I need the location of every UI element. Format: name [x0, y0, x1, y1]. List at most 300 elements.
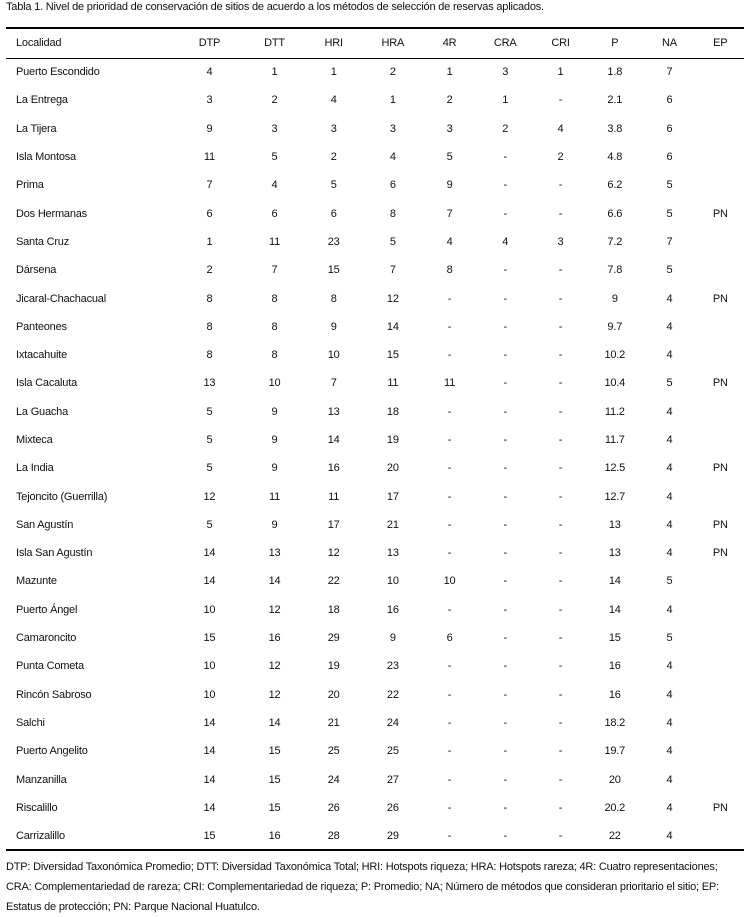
cell-hra: 27	[386, 773, 399, 786]
cell-hri: 22	[327, 575, 340, 588]
cell-hri: 2	[330, 151, 337, 164]
column-header-ep: EP	[713, 37, 728, 50]
cell-dtt: 9	[271, 434, 278, 446]
cell-cri: -	[558, 490, 563, 503]
cell-4r: 11	[444, 377, 456, 390]
cell-4r: 1	[446, 66, 453, 79]
cell-dtp: 7	[206, 179, 213, 192]
cell-ep	[697, 737, 744, 765]
cell-hri: 8	[330, 292, 337, 305]
cell-cra: -	[503, 547, 507, 560]
cell-ep: PN	[712, 207, 728, 220]
cell-dtp: 14	[203, 575, 216, 588]
cell-dtp: 11	[203, 151, 215, 164]
table-row	[6, 115, 744, 143]
cell-cri: -	[558, 264, 563, 277]
cell-dtp: 3	[206, 94, 213, 107]
cell-hri: 12	[327, 547, 340, 560]
cell-hra: 26	[386, 801, 399, 814]
cell-cri: -	[558, 518, 563, 531]
table-row	[6, 765, 744, 793]
cell-cri: 4	[557, 122, 564, 135]
cell-ep	[697, 567, 744, 595]
cell-dtt: 11	[268, 235, 281, 248]
cell-p: 22	[608, 829, 621, 842]
cell-dtt: 5	[271, 151, 278, 164]
cell-4r: -	[447, 603, 452, 616]
cell-4r: 3	[446, 122, 453, 135]
cell-na: 4	[666, 716, 673, 729]
cell-dtp: 5	[206, 518, 213, 531]
cell-na: 6	[666, 122, 673, 135]
cell-dtp: 14	[203, 801, 216, 814]
cell-dtp: 13	[203, 377, 216, 390]
cell-cri: -	[558, 660, 563, 673]
cell-dtt: 11	[268, 490, 281, 503]
cell-ep: PN	[712, 801, 728, 814]
cell-localidad: La Entrega	[16, 94, 68, 107]
column-header-dtp: DTP	[198, 37, 221, 50]
cell-cri: -	[558, 745, 563, 758]
cell-na: 4	[666, 490, 673, 503]
cell-hra: 17	[386, 490, 399, 503]
cell-p: 14	[608, 603, 621, 616]
cell-localidad: Rincón Sabroso	[16, 688, 92, 701]
cell-hri: 16	[327, 462, 340, 475]
cell-cra: -	[503, 320, 507, 333]
cell-hra: 24	[386, 716, 399, 729]
cell-p: 2.1	[607, 94, 623, 107]
cell-localidad: Panteones	[16, 320, 67, 333]
cell-na: 5	[666, 264, 673, 277]
cell-p: 20.2	[604, 801, 626, 814]
cell-4r: -	[447, 660, 452, 673]
cell-dtt: 15	[268, 745, 281, 758]
cell-4r: 8	[446, 264, 453, 277]
cell-ep	[697, 398, 744, 426]
cell-4r: 2	[446, 94, 453, 107]
cell-na: 4	[666, 603, 673, 616]
cell-localidad: Puerto Ángel	[16, 603, 78, 616]
cell-na: 4	[666, 829, 673, 842]
cell-4r: -	[447, 349, 452, 362]
table-row	[6, 482, 744, 510]
cell-p: 13	[608, 518, 621, 531]
cell-hri: 17	[327, 518, 340, 531]
cell-hra: 3	[389, 122, 396, 135]
cell-4r: -	[447, 518, 452, 531]
cell-cra: -	[503, 462, 507, 475]
cell-na: 4	[666, 434, 673, 446]
cell-dtp: 5	[206, 462, 213, 475]
cell-cra: 1	[502, 94, 509, 107]
cell-hra: 19	[386, 434, 399, 446]
cell-ep	[697, 624, 744, 652]
cell-dtt: 8	[271, 349, 278, 362]
cell-dtt: 9	[271, 462, 278, 475]
cell-4r: -	[447, 829, 452, 842]
cell-hri: 5	[330, 179, 337, 192]
cell-dtp: 6	[206, 207, 213, 220]
table-row	[6, 143, 744, 171]
cell-hra: 14	[386, 320, 399, 333]
cell-cra: -	[503, 405, 507, 418]
cell-hra: 7	[389, 264, 396, 277]
table-footnote: DTP: Diversidad Taxonómica Promedio; DTT: Diversidad Taxonómica Total; HRI: Hotspots riqueza; HRA: Hotspots rareza; 4R: Cuatro representaciones; CRA: Complementariedad de rareza; CRI: Complementariedad de riqueza; P: Promedio; NA; Número de métodos que consideran prioritario el sitio; EP: Estatus de protección; PN: Parque Nacional Huatulco.	[6, 861, 719, 913]
table-row	[6, 681, 744, 709]
cell-localidad: San Agustín	[16, 518, 74, 531]
column-header-dtt: DTT	[264, 37, 285, 50]
cell-hra: 25	[386, 745, 399, 758]
cell-cra: -	[503, 632, 507, 645]
table-row	[6, 539, 744, 567]
cell-localidad: Isla Montosa	[16, 151, 76, 164]
cell-hri: 3	[330, 122, 337, 135]
cell-hri: 7	[330, 377, 337, 390]
cell-localidad: La Tijera	[16, 122, 57, 135]
table-body	[6, 58, 744, 850]
cell-ep	[697, 228, 744, 256]
cell-cra: -	[503, 801, 507, 814]
cell-cri: 3	[557, 235, 564, 248]
table-row	[6, 199, 744, 227]
cell-na: 5	[666, 179, 673, 192]
cell-cra: -	[503, 688, 507, 701]
cell-cri: -	[558, 462, 563, 475]
cell-4r: 5	[446, 151, 453, 164]
column-header-hri: HRI	[324, 37, 343, 50]
cell-hra: 22	[386, 688, 399, 701]
cell-localidad: Mixteca	[16, 434, 53, 446]
cell-na: 4	[666, 320, 673, 333]
cell-dtt: 9	[271, 405, 278, 418]
cell-cra: -	[503, 207, 507, 220]
table-row	[6, 284, 744, 312]
cell-hra: 5	[389, 235, 396, 248]
cell-dtp: 14	[203, 716, 216, 729]
cell-hra: 2	[389, 66, 396, 79]
cell-localidad: Dos Hermanas	[16, 207, 87, 220]
cell-p: 18.2	[604, 716, 626, 729]
table-row	[6, 341, 744, 369]
cell-p: 19.7	[604, 745, 626, 758]
cell-hra: 1	[389, 94, 396, 107]
table-row	[6, 652, 744, 680]
cell-ep	[697, 652, 744, 680]
cell-p: 12.5	[604, 462, 626, 475]
table-row	[6, 369, 744, 397]
cell-hri: 10	[327, 349, 340, 362]
cell-cra: -	[503, 603, 507, 616]
cell-na: 4	[666, 660, 673, 673]
cell-4r: -	[447, 292, 452, 305]
cell-hri: 28	[327, 829, 340, 842]
cell-dtt: 10	[268, 377, 281, 390]
cell-cri: -	[558, 405, 563, 418]
cell-na: 7	[666, 235, 673, 248]
cell-localidad: Ixtacahuite	[16, 349, 68, 362]
cell-na: 5	[666, 207, 673, 220]
cell-p: 9	[611, 292, 618, 305]
cell-p: 20	[608, 773, 621, 786]
cell-ep	[697, 596, 744, 624]
cell-p: 11.7	[604, 434, 625, 446]
cell-4r: 6	[446, 632, 453, 645]
cell-dtt: 15	[268, 773, 281, 786]
cell-hri: 1	[330, 66, 337, 79]
cell-dtt: 6	[271, 207, 278, 220]
cell-dtt: 12	[268, 660, 281, 673]
column-header-na: NA	[662, 37, 677, 50]
cell-ep	[697, 426, 744, 454]
cell-hri: 20	[327, 688, 340, 701]
cell-p: 16	[608, 660, 621, 673]
table-caption: Tabla 1. Nivel de prioridad de conservación de sitios de acuerdo a los métodos de selección de reservas aplicados.	[6, 1, 544, 13]
cell-4r: 7	[446, 207, 453, 220]
column-header-4r: 4R	[442, 37, 457, 50]
cell-p: 3.8	[607, 122, 623, 135]
cell-hri: 11	[328, 490, 340, 503]
cell-cra: -	[503, 349, 507, 362]
cell-na: 4	[666, 688, 673, 701]
cell-hra: 12	[386, 292, 399, 305]
cell-hra: 9	[389, 632, 396, 645]
cell-dtt: 1	[271, 66, 278, 79]
cell-na: 4	[666, 292, 673, 305]
cell-cra: 2	[502, 122, 509, 135]
cell-hri: 9	[330, 320, 337, 333]
table-header-row	[6, 28, 744, 58]
cell-ep: PN	[712, 292, 728, 305]
cell-cri: -	[558, 434, 563, 446]
cell-na: 5	[666, 632, 673, 645]
cell-dtt: 12	[268, 603, 281, 616]
cell-p: 4.8	[607, 151, 623, 164]
cell-p: 12.7	[604, 490, 626, 503]
column-header-p: P	[611, 37, 619, 50]
table-row	[6, 86, 744, 114]
cell-4r: -	[447, 490, 452, 503]
cell-localidad: Dársena	[16, 264, 57, 277]
cell-4r: -	[447, 462, 452, 475]
cell-4r: -	[447, 773, 452, 786]
cell-cra: -	[503, 773, 507, 786]
cell-cri: -	[558, 801, 563, 814]
cell-dtp: 15	[203, 632, 216, 645]
cell-cri: -	[558, 377, 563, 390]
cell-cra: -	[503, 518, 507, 531]
cell-dtt: 8	[271, 320, 278, 333]
table-row	[6, 624, 744, 652]
cell-4r: 9	[446, 179, 453, 192]
cell-na: 4	[666, 405, 673, 418]
table-row	[6, 426, 744, 454]
cell-localidad: La India	[16, 462, 54, 475]
cell-cra: -	[503, 575, 507, 588]
cell-hri: 19	[327, 660, 340, 673]
cell-cri: -	[558, 603, 563, 616]
column-header-localidad: Localidad	[16, 37, 62, 50]
cell-na: 5	[666, 575, 673, 588]
cell-hri: 24	[327, 773, 340, 786]
cell-ep	[697, 313, 744, 341]
cell-dtt: 14	[268, 716, 281, 729]
cell-cri: 1	[557, 66, 564, 79]
cell-hra: 16	[386, 603, 399, 616]
cell-p: 10.2	[604, 349, 626, 362]
cell-localidad: Puerto Angelito	[16, 745, 88, 758]
cell-dtp: 5	[206, 405, 213, 418]
cell-cri: 2	[557, 151, 564, 164]
cell-dtp: 14	[203, 745, 216, 758]
cell-hri: 14	[327, 434, 340, 446]
cell-dtp: 15	[203, 829, 216, 842]
cell-cri: -	[558, 94, 563, 107]
cell-localidad: Mazunte	[16, 575, 57, 588]
cell-dtt: 2	[271, 94, 278, 107]
cell-localidad: Punta Cometa	[16, 660, 84, 673]
cell-localidad: Isla Cacaluta	[16, 377, 77, 390]
cell-na: 5	[666, 377, 673, 390]
cell-dtp: 2	[206, 264, 213, 277]
table-row	[6, 171, 744, 199]
cell-cra: -	[503, 179, 507, 192]
cell-p: 7.2	[607, 235, 623, 248]
cell-p: 9.7	[607, 320, 623, 333]
cell-dtp: 5	[206, 434, 213, 446]
cell-4r: 10	[443, 575, 456, 588]
cell-dtt: 3	[271, 122, 278, 135]
cell-hri: 25	[327, 745, 340, 758]
cell-hra: 20	[386, 462, 399, 475]
cell-dtt: 14	[268, 575, 281, 588]
cell-ep	[697, 482, 744, 510]
cell-4r: -	[447, 688, 452, 701]
cell-dtt: 12	[268, 688, 281, 701]
cell-localidad: Prima	[16, 179, 44, 192]
cell-cri: -	[558, 320, 563, 333]
cell-hri: 21	[327, 716, 340, 729]
cell-p: 11.2	[604, 405, 625, 418]
cell-cri: -	[558, 773, 563, 786]
table-row	[6, 794, 744, 822]
cell-4r: -	[447, 320, 452, 333]
table-row	[6, 709, 744, 737]
cell-p: 16	[608, 688, 621, 701]
cell-na: 7	[666, 66, 673, 79]
cell-cri: -	[558, 829, 563, 842]
table-row	[6, 596, 744, 624]
cell-dtp: 8	[206, 292, 213, 305]
cell-4r: -	[447, 716, 452, 729]
cell-hri: 15	[327, 264, 340, 277]
cell-ep	[697, 86, 744, 114]
cell-4r: 4	[446, 235, 453, 248]
cell-localidad: Isla San Agustín	[16, 547, 93, 560]
cell-hra: 18	[386, 405, 399, 418]
cell-cra: -	[503, 264, 507, 277]
cell-hra: 21	[386, 518, 399, 531]
cell-hri: 18	[327, 603, 340, 616]
cell-cra: -	[503, 660, 507, 673]
cell-na: 4	[666, 773, 673, 786]
cell-hri: 29	[327, 632, 340, 645]
cell-cra: -	[503, 745, 507, 758]
cell-cri: -	[558, 632, 563, 645]
cell-dtt: 9	[271, 518, 278, 531]
table-row	[6, 822, 744, 850]
cell-cri: -	[558, 292, 563, 305]
cell-ep: PN	[712, 462, 728, 475]
cell-hra: 6	[389, 179, 396, 192]
cell-cra: 3	[502, 66, 509, 79]
cell-hra: 11	[387, 377, 399, 390]
cell-cra: -	[503, 829, 507, 842]
cell-dtp: 8	[206, 320, 213, 333]
cell-hri: 26	[327, 801, 340, 814]
cell-localidad: Puerto Escondido	[16, 66, 100, 79]
cell-localidad: Santa Cruz	[16, 235, 70, 248]
cell-p: 15	[608, 632, 621, 645]
cell-dtp: 10	[203, 603, 216, 616]
column-header-cri: CRI	[551, 37, 570, 50]
cell-dtp: 12	[203, 490, 216, 503]
cell-dtt: 13	[268, 547, 281, 560]
cell-cra: -	[503, 490, 507, 503]
cell-ep	[697, 256, 744, 284]
cell-dtp: 4	[206, 66, 213, 79]
cell-localidad: Tejoncito (Guerrilla)	[16, 490, 108, 503]
cell-p: 7.8	[607, 264, 623, 277]
cell-cri: -	[558, 547, 563, 560]
cell-dtt: 4	[271, 179, 278, 192]
cell-localidad: Salchi	[16, 716, 45, 729]
table-row	[6, 313, 744, 341]
cell-cra: -	[503, 716, 507, 729]
cell-dtp: 14	[203, 547, 216, 560]
cell-hra: 13	[386, 547, 399, 560]
cell-dtp: 9	[206, 122, 213, 135]
cell-ep	[697, 709, 744, 737]
table-row	[6, 511, 744, 539]
cell-4r: -	[447, 405, 452, 418]
cell-ep	[697, 681, 744, 709]
cell-na: 6	[666, 151, 673, 164]
cell-dtt: 16	[268, 829, 281, 842]
cell-hra: 4	[389, 151, 396, 164]
table-row	[6, 228, 744, 256]
cell-p: 10.4	[604, 377, 626, 390]
cell-hra: 15	[386, 349, 399, 362]
cell-cra: -	[503, 434, 507, 446]
cell-na: 4	[666, 349, 673, 362]
cell-hri: 4	[330, 94, 337, 107]
cell-ep	[697, 58, 744, 86]
table-row	[6, 398, 744, 426]
cell-dtt: 8	[271, 292, 278, 305]
cell-dtt: 16	[268, 632, 281, 645]
cell-dtt: 15	[268, 801, 281, 814]
cell-cra: -	[503, 292, 507, 305]
cell-cri: -	[558, 575, 563, 588]
cell-cri: -	[558, 179, 563, 192]
cell-p: 1.8	[607, 66, 623, 79]
cell-hra: 23	[386, 660, 399, 673]
cell-ep	[697, 341, 744, 369]
column-header-hra: HRA	[381, 37, 405, 50]
cell-na: 6	[666, 94, 673, 107]
cell-dtp: 10	[203, 688, 216, 701]
